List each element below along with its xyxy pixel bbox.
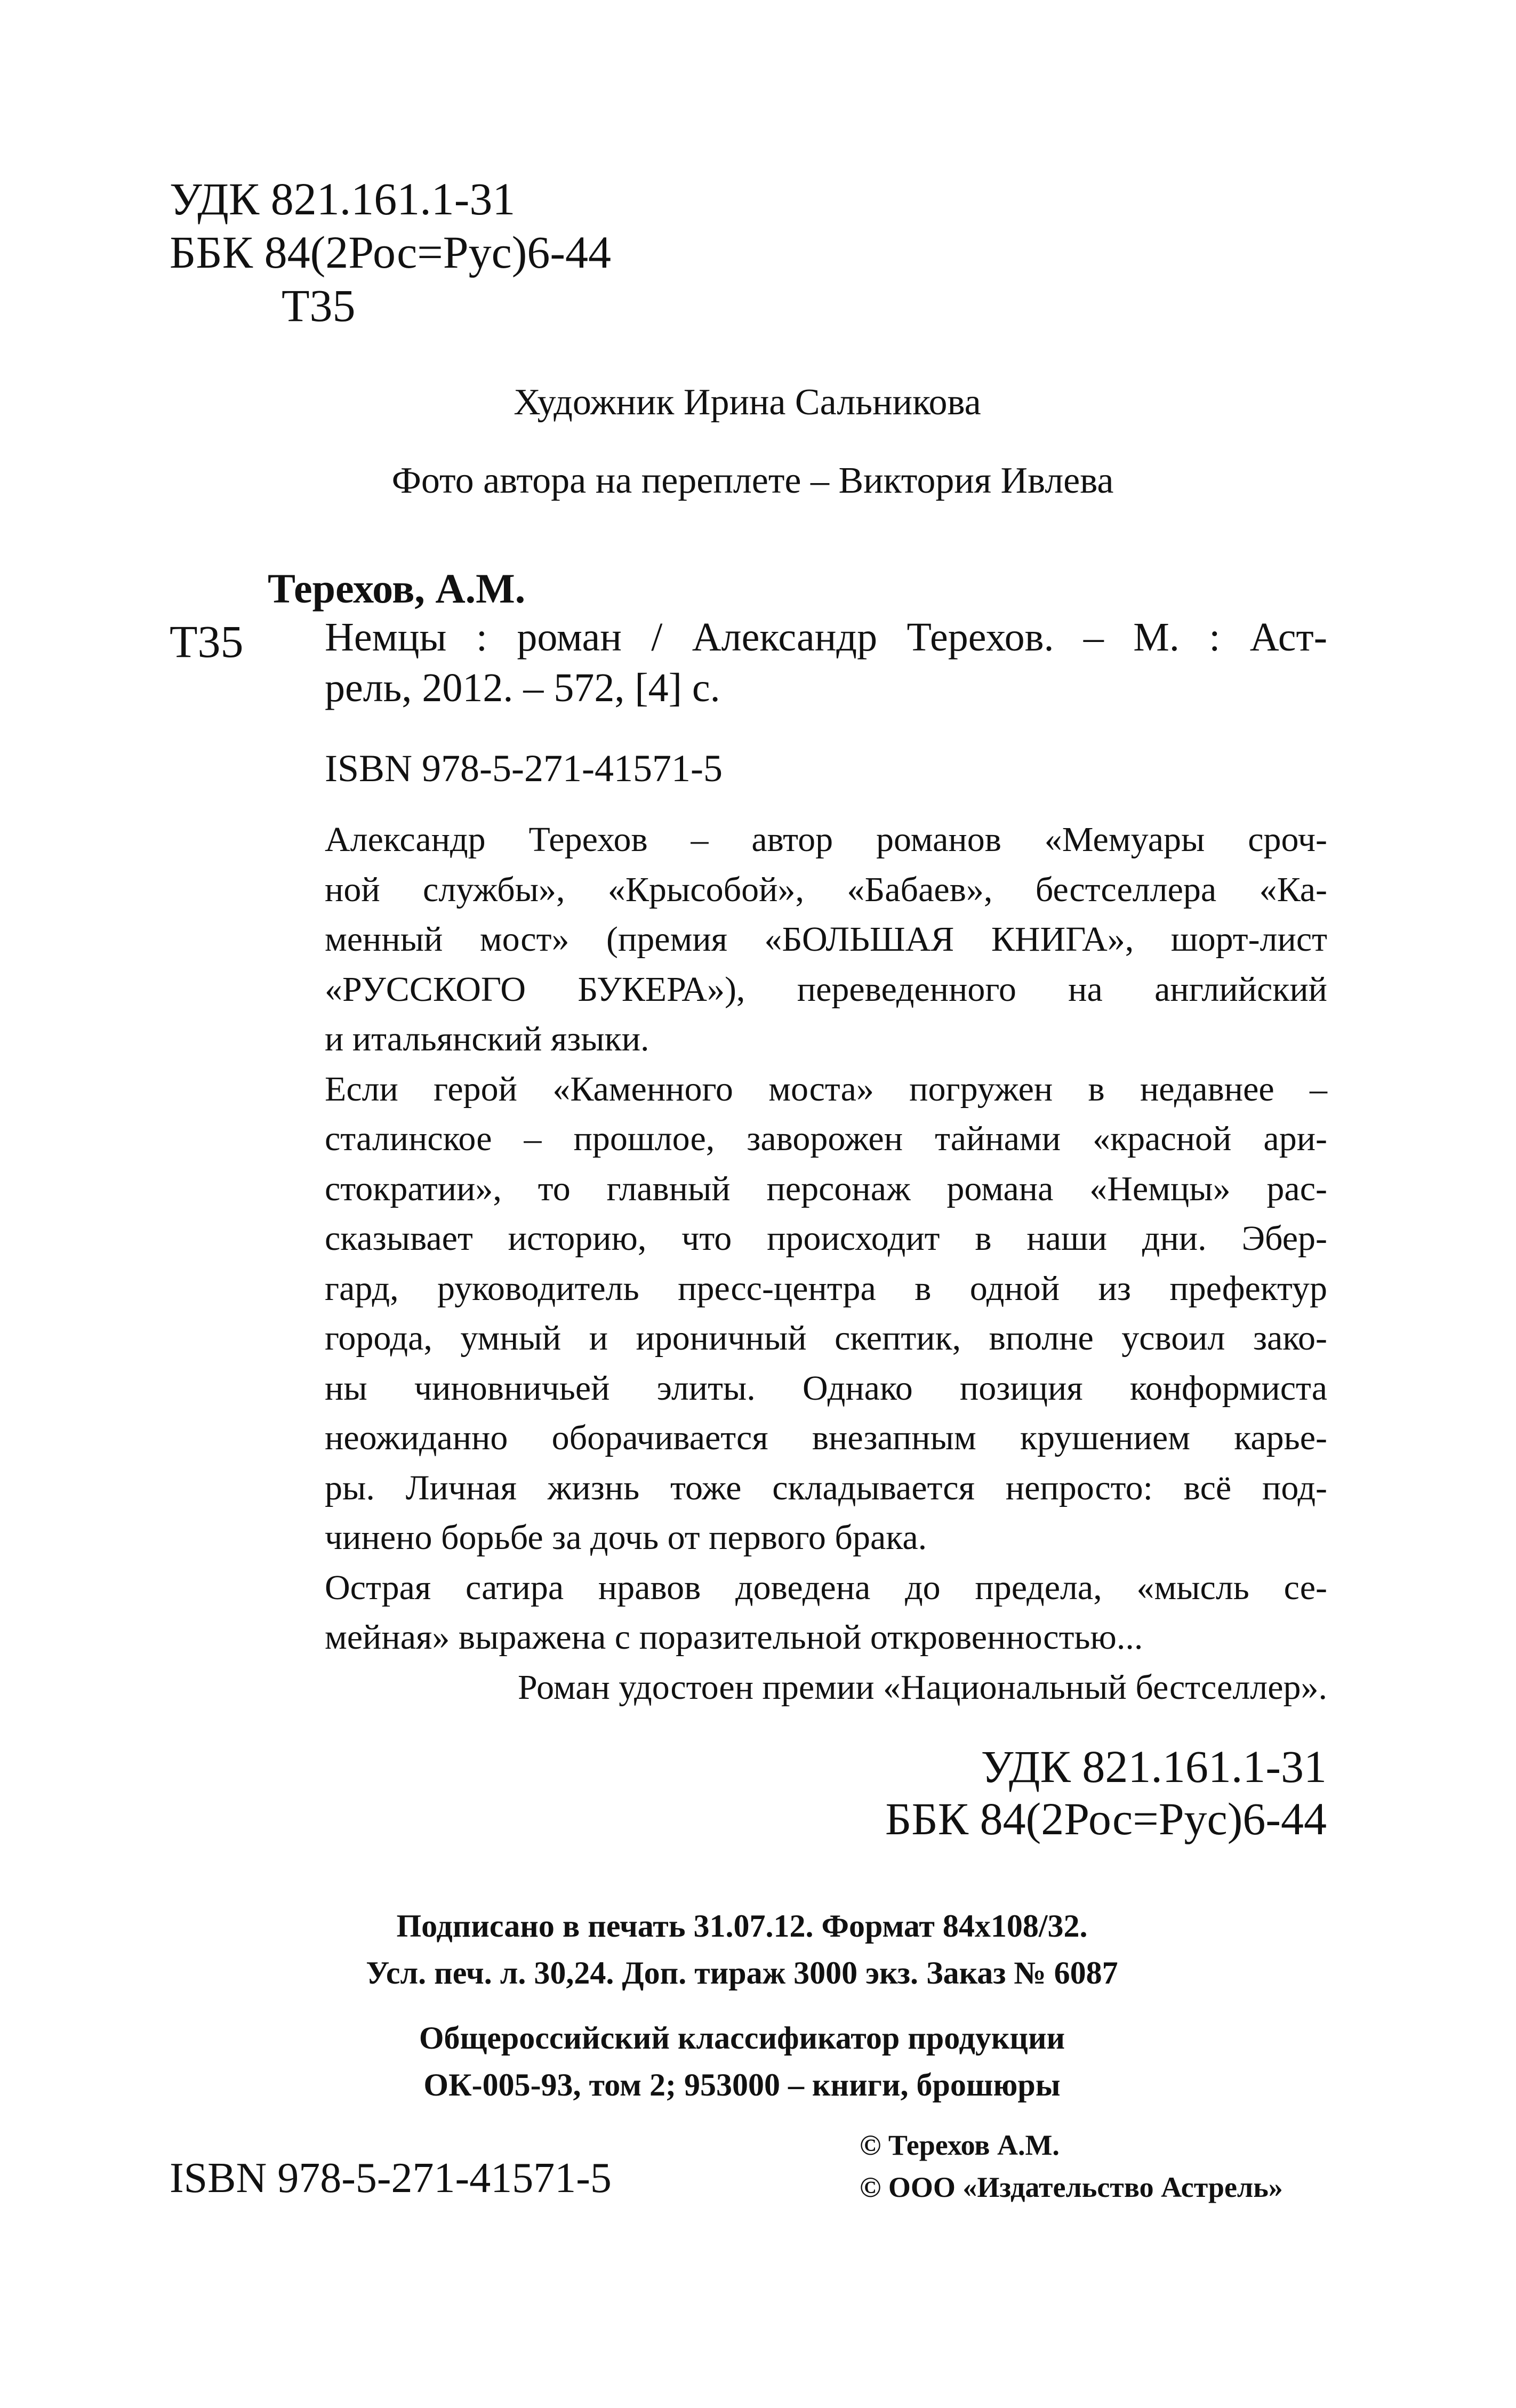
imprint-line-1: Подписано в печать 31.07.12. Формат 84x108/32.: [396, 1908, 1088, 1944]
classifier-block: [0, 2014, 1516, 2108]
photo-credit: [0, 460, 1516, 502]
annotation-p1-l5: и итальянский языки.: [325, 1020, 649, 1058]
artist-credit: [0, 381, 1516, 424]
imprint-line-2: Усл. печ. л. 30,24. Доп. тираж 3000 экз. Заказ № 6087: [366, 1955, 1118, 1990]
imprint-line-3: Общероссийский классификатор продукции: [419, 2020, 1065, 2056]
copyright-author: © Терехов А.М.: [860, 2129, 1060, 2161]
annotation-p2-l9: ры. Личная жизнь тоже складывается непросто: всё под-: [325, 1468, 1327, 1507]
annotation: [325, 815, 1327, 1712]
annotation-p2-l5: гард, руководитель пресс-центра в одной из префектур: [325, 1269, 1327, 1308]
catalog-isbn: ISBN 978-5-271-41571-5: [325, 747, 723, 790]
catalog-description-line-1: Немцы : роман / Александр Терехов. – М. : Аст-: [325, 615, 1327, 660]
annotation-p2-l6: города, умный и ироничный скептик, вполне усвоил зако-: [325, 1319, 1327, 1358]
artist-credit-text: Художник Ирина Сальникова: [514, 382, 981, 423]
annotation-p2-l3: стократии», то главный персонаж романа «Немцы» рас-: [325, 1169, 1327, 1208]
imprint-block: [0, 1903, 1516, 1996]
copyright-publisher: © ООО «Издательство Астрель»: [860, 2171, 1283, 2203]
annotation-p2-l4: сказывает историю, что происходит в наши дни. Эбер-: [325, 1219, 1327, 1258]
bbk-code-top: ББК 84(2Рос=Рус)6-44: [170, 227, 612, 278]
annotation-p3-l1: Острая сатира нравов доведена до предела, «мысль се-: [325, 1568, 1327, 1607]
annotation-p1-l3: менный мост» (премия «БОЛЬШАЯ КНИГА», шорт-лист: [325, 920, 1327, 959]
annotation-p2-l2: сталинское – прошлое, заворожен тайнами «красной ари-: [325, 1119, 1327, 1158]
udk-code-right: УДК 821.161.1-31: [981, 1741, 1327, 1792]
annotation-p2-l7: ны чиновничьей элиты. Однако позиция конформиста: [325, 1368, 1327, 1408]
annotation-p2-l8: неожиданно оборачивается внезапным крушением карье-: [325, 1418, 1327, 1457]
annotation-p2-l10: чинено борьбе за дочь от первого брака.: [325, 1518, 927, 1557]
catalog-mark: Т35: [170, 616, 244, 667]
author-mark-top: Т35: [282, 280, 356, 331]
annotation-p1-l1: Александр Терехов – автор романов «Мемуары сроч-: [325, 820, 1327, 859]
footer-isbn: ISBN 978-5-271-41571-5: [170, 2155, 612, 2202]
photo-credit-text: Фото автора на переплете – Виктория Ивлева: [391, 460, 1114, 501]
catalog-description: [325, 612, 1327, 713]
annotation-p4: Роман удостоен премии «Национальный бестселлер».: [518, 1667, 1327, 1707]
annotation-p1-l2: ной службы», «Крысобой», «Бабаев», бестселлера «Ка-: [325, 870, 1327, 909]
imprint-line-4: ОК-005-93, том 2; 953000 – книги, брошюры: [423, 2067, 1061, 2102]
author-heading: Терехов, А.М.: [268, 565, 526, 612]
bbk-code-right: ББК 84(2Рос=Рус)6-44: [885, 1793, 1327, 1844]
udk-code-top: УДК 821.161.1-31: [170, 173, 516, 224]
annotation-p3-l2: мейная» выражена с поразительной откровенностью...: [325, 1618, 1143, 1657]
annotation-p2-l1: Если герой «Каменного моста» погружен в недавнее –: [325, 1069, 1327, 1109]
annotation-p1-l4: «РУССКОГО БУКЕРА»), переведенного на английский: [325, 969, 1327, 1009]
catalog-description-line-2: рель, 2012. – 572, [4] с.: [325, 665, 720, 710]
